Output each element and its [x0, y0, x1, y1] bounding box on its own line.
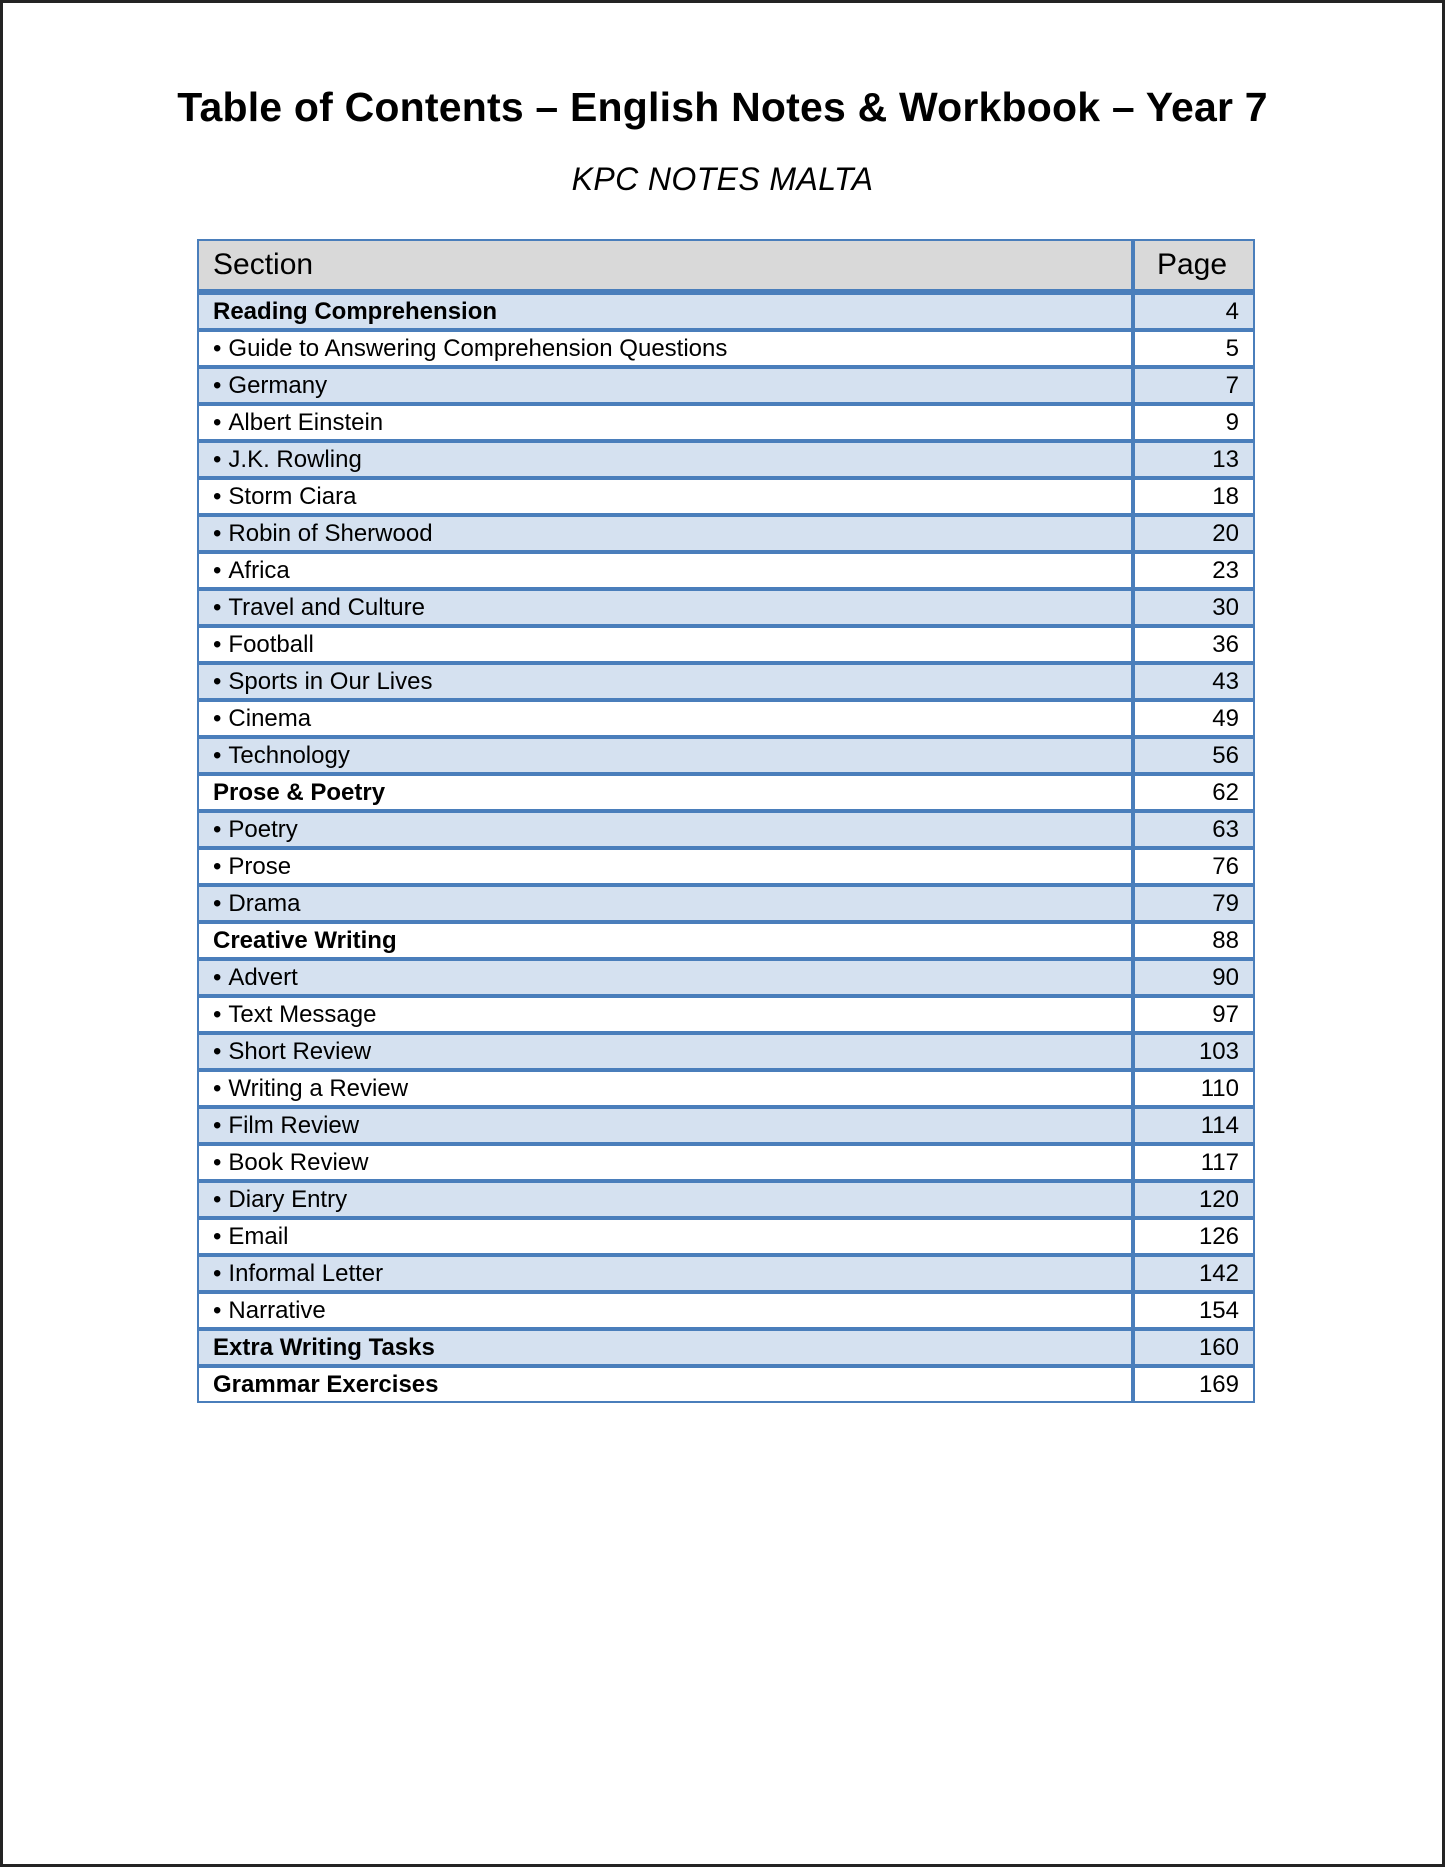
table-row[interactable] [197, 515, 1255, 552]
bullet-icon: • [213, 593, 222, 621]
table-row[interactable] [197, 478, 1255, 515]
toc-item-label [197, 441, 1133, 478]
toc-page-number: 20 [1133, 515, 1255, 552]
table-row[interactable] [197, 922, 1255, 959]
toc-page-number: 13 [1133, 441, 1255, 478]
toc-page-number: 30 [1133, 589, 1255, 626]
table-row[interactable] [197, 1255, 1255, 1292]
toc-item-label [197, 996, 1133, 1033]
bullet-icon: • [213, 1000, 222, 1028]
toc-item-text: Technology [228, 741, 350, 769]
toc-page-number: 110 [1133, 1070, 1255, 1107]
table-row[interactable] [197, 1366, 1255, 1403]
toc-table [197, 239, 1255, 1403]
toc-item-text: Advert [228, 963, 298, 991]
bullet-icon: • [213, 334, 222, 362]
table-row[interactable] [197, 589, 1255, 626]
toc-item-text: Football [228, 630, 314, 658]
toc-item-text: Narrative [228, 1296, 326, 1324]
bullet-icon: • [213, 815, 222, 843]
table-row[interactable] [197, 1292, 1255, 1329]
bullet-icon: • [213, 889, 222, 917]
toc-page-number: 9 [1133, 404, 1255, 441]
bullet-icon: • [213, 1074, 222, 1102]
toc-item-text: Africa [228, 556, 290, 584]
bullet-icon: • [213, 963, 222, 991]
table-row[interactable] [197, 626, 1255, 663]
toc-page-number: 90 [1133, 959, 1255, 996]
toc-section-label: Prose & Poetry [197, 774, 1133, 811]
toc-item-text: Albert Einstein [228, 408, 384, 436]
bullet-icon: • [213, 1037, 222, 1065]
toc-item-label [197, 663, 1133, 700]
toc-item-label [197, 1218, 1133, 1255]
column-header-page: Page [1133, 239, 1255, 293]
toc-item-text: Diary Entry [228, 1185, 348, 1213]
toc-item-label [197, 367, 1133, 404]
table-row[interactable] [197, 1107, 1255, 1144]
toc-item-label [197, 626, 1133, 663]
toc-item-label [197, 848, 1133, 885]
toc-section-label: Extra Writing Tasks [197, 1329, 1133, 1366]
toc-page-number: 49 [1133, 700, 1255, 737]
toc-page-number: 76 [1133, 848, 1255, 885]
table-row[interactable] [197, 959, 1255, 996]
toc-item-label [197, 885, 1133, 922]
bullet-icon: • [213, 1185, 222, 1213]
toc-item-text: Film Review [228, 1111, 360, 1139]
toc-page-number: 160 [1133, 1329, 1255, 1366]
toc-page-number: 43 [1133, 663, 1255, 700]
toc-item-text: Robin of Sherwood [228, 519, 433, 547]
toc-item-text: Prose [228, 852, 292, 880]
page-content [3, 3, 1442, 1864]
table-row[interactable] [197, 1329, 1255, 1366]
bullet-icon: • [213, 1296, 222, 1324]
toc-section-label: Reading Comprehension [197, 293, 1133, 330]
table-row[interactable] [197, 996, 1255, 1033]
table-row[interactable] [197, 737, 1255, 774]
bullet-icon: • [213, 852, 222, 880]
toc-table-head [197, 239, 1255, 293]
bullet-icon: • [213, 741, 222, 769]
table-row[interactable] [197, 774, 1255, 811]
toc-page-number: 169 [1133, 1366, 1255, 1403]
toc-item-label [197, 1255, 1133, 1292]
toc-item-text: Poetry [228, 815, 298, 843]
toc-item-text: Email [228, 1222, 289, 1250]
table-row[interactable] [197, 330, 1255, 367]
bullet-icon: • [213, 371, 222, 399]
bullet-icon: • [213, 408, 222, 436]
table-row[interactable] [197, 848, 1255, 885]
toc-item-text: Guide to Answering Comprehension Questions [228, 334, 728, 362]
toc-item-label [197, 1181, 1133, 1218]
toc-page-number: 117 [1133, 1144, 1255, 1181]
table-row[interactable] [197, 441, 1255, 478]
table-row[interactable] [197, 1144, 1255, 1181]
table-row[interactable] [197, 293, 1255, 330]
bullet-icon: • [213, 1111, 222, 1139]
toc-page-number: 23 [1133, 552, 1255, 589]
toc-item-label [197, 1107, 1133, 1144]
toc-item-label [197, 959, 1133, 996]
toc-page-number: 7 [1133, 367, 1255, 404]
toc-page-number: 63 [1133, 811, 1255, 848]
toc-item-text: Book Review [228, 1148, 369, 1176]
bullet-icon: • [213, 704, 222, 732]
toc-item-text: Cinema [228, 704, 312, 732]
toc-item-label [197, 1070, 1133, 1107]
toc-item-text: Storm Ciara [228, 482, 357, 510]
table-of-contents [197, 239, 1255, 1403]
table-row[interactable] [197, 885, 1255, 922]
bullet-icon: • [213, 519, 222, 547]
page-title: Table of Contents – English Notes & Workbook – Year 7 [177, 84, 1268, 130]
toc-page-number: 56 [1133, 737, 1255, 774]
toc-page-number: 79 [1133, 885, 1255, 922]
toc-item-text: Short Review [228, 1037, 372, 1065]
toc-item-text: Germany [228, 371, 328, 399]
toc-page-number: 114 [1133, 1107, 1255, 1144]
bullet-icon: • [213, 556, 222, 584]
table-header-row [197, 239, 1255, 293]
toc-page-number: 154 [1133, 1292, 1255, 1329]
toc-item-label [197, 811, 1133, 848]
table-row[interactable] [197, 663, 1255, 700]
toc-page-number: 97 [1133, 996, 1255, 1033]
toc-item-label [197, 1033, 1133, 1070]
toc-page-number: 4 [1133, 293, 1255, 330]
table-row[interactable] [197, 1033, 1255, 1070]
page-subtitle: KPC NOTES MALTA [571, 161, 874, 198]
column-header-section: Section [197, 239, 1133, 293]
toc-item-label [197, 589, 1133, 626]
toc-section-label: Creative Writing [197, 922, 1133, 959]
table-row[interactable] [197, 367, 1255, 404]
bullet-icon: • [213, 630, 222, 658]
toc-page-number: 5 [1133, 330, 1255, 367]
toc-item-label [197, 1292, 1133, 1329]
toc-item-text: Sports in Our Lives [228, 667, 433, 695]
toc-page-number: 126 [1133, 1218, 1255, 1255]
toc-item-text: Travel and Culture [228, 593, 425, 621]
toc-page-number: 103 [1133, 1033, 1255, 1070]
table-row[interactable] [197, 404, 1255, 441]
toc-page-number: 36 [1133, 626, 1255, 663]
toc-item-label [197, 404, 1133, 441]
toc-item-label [197, 1144, 1133, 1181]
toc-item-label [197, 700, 1133, 737]
toc-item-text: Text Message [228, 1000, 377, 1028]
bullet-icon: • [213, 667, 222, 695]
toc-page-number: 62 [1133, 774, 1255, 811]
toc-item-text: Drama [228, 889, 301, 917]
bullet-icon: • [213, 445, 222, 473]
bullet-icon: • [213, 1148, 222, 1176]
toc-item-label [197, 737, 1133, 774]
table-row[interactable] [197, 1181, 1255, 1218]
toc-page-number: 142 [1133, 1255, 1255, 1292]
toc-item-label [197, 515, 1133, 552]
toc-page-number: 18 [1133, 478, 1255, 515]
table-row[interactable] [197, 1070, 1255, 1107]
bullet-icon: • [213, 1222, 222, 1250]
toc-item-label [197, 552, 1133, 589]
bullet-icon: • [213, 1259, 222, 1287]
table-row[interactable] [197, 552, 1255, 589]
table-row[interactable] [197, 811, 1255, 848]
toc-page-number: 120 [1133, 1181, 1255, 1218]
table-row[interactable] [197, 700, 1255, 737]
toc-page-number: 88 [1133, 922, 1255, 959]
bullet-icon: • [213, 482, 222, 510]
toc-section-label: Grammar Exercises [197, 1366, 1133, 1403]
toc-item-text: Informal Letter [228, 1259, 384, 1287]
toc-item-label [197, 478, 1133, 515]
toc-item-text: Writing a Review [228, 1074, 409, 1102]
toc-item-text: J.K. Rowling [228, 445, 362, 473]
toc-item-label [197, 330, 1133, 367]
table-row[interactable] [197, 1218, 1255, 1255]
toc-table-body [197, 293, 1255, 1403]
